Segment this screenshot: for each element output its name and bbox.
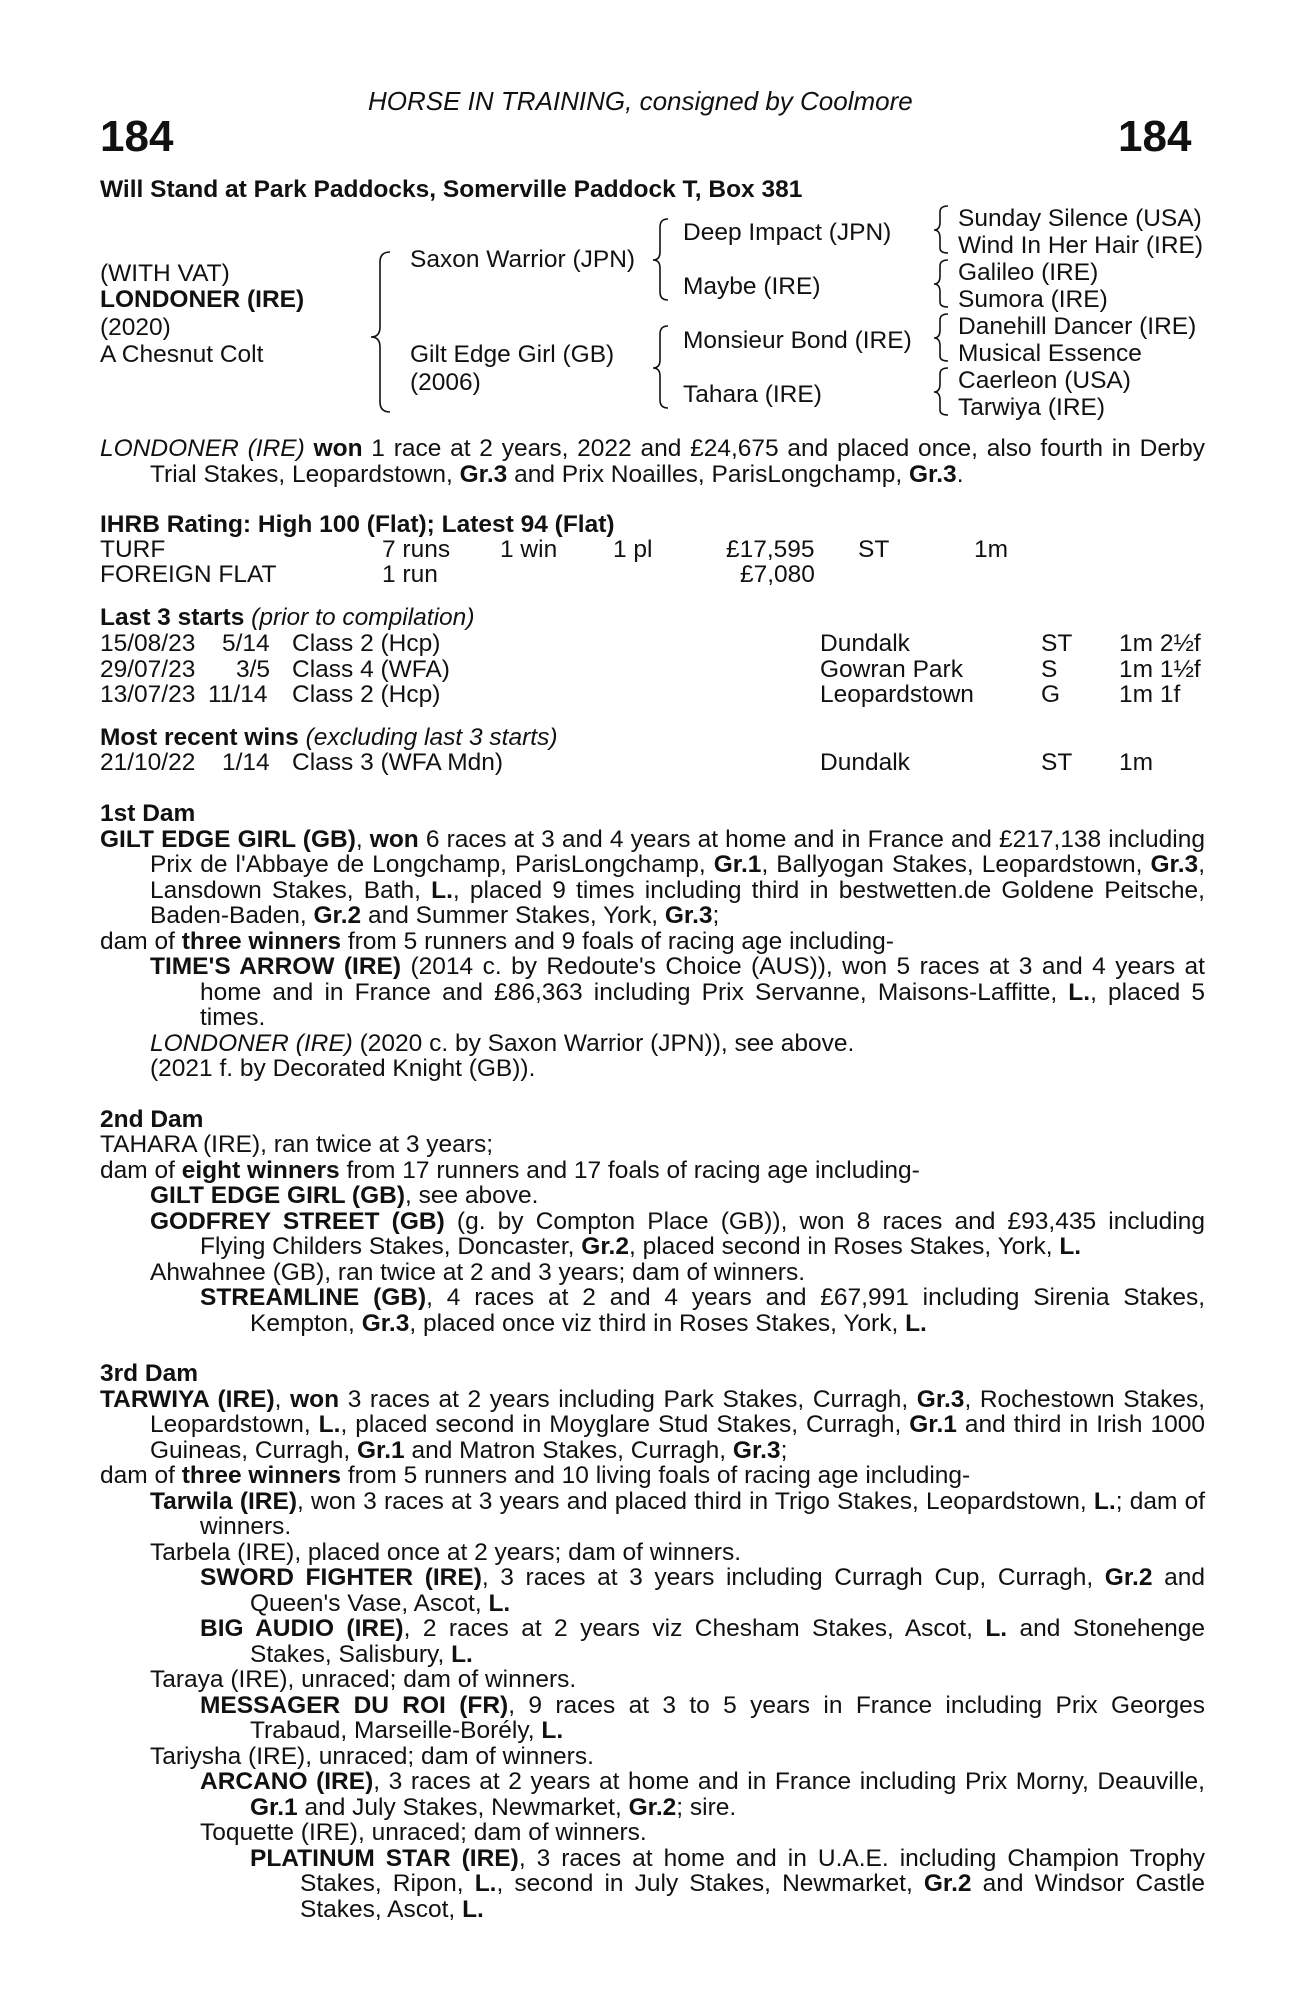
ddd: Tarwiya (IRE) — [958, 394, 1106, 421]
race-summary: LONDONER (IRE) won 1 race at 2 years, 2022 and £24,675 and placed once, also fourth in Derby Trial Stakes, Leopardstown, Gr.3 and Prix Noailles, ParisLongchamp, Gr.3. — [100, 435, 1205, 488]
dam-sire: Monsieur Bond (IRE) — [683, 327, 912, 354]
last-three-title: Last 3 starts (prior to compilation) — [100, 604, 475, 631]
sds: Galileo (IRE) — [958, 259, 1099, 286]
first-dam-heading: 1st Dam — [100, 800, 196, 827]
dam: Gilt Edge Girl (GB) — [410, 341, 615, 368]
sss: Sunday Silence (USA) — [958, 205, 1202, 232]
vat-note: (WITH VAT) — [100, 260, 230, 287]
stabling-location: Will Stand at Park Paddocks, Somerville Paddock T, Box 381 — [100, 176, 803, 203]
horse-year: (2020) — [100, 314, 171, 341]
rating-title: IHRB Rating: High 100 (Flat); Latest 94 (Flat) — [100, 511, 615, 538]
family-notes: 1st Dam GILT EDGE GIRL (GB), won 6 races at 3 and 4 years at home and in France and £217,138 including Prix de l'Abbaye de Longchamp, ParisLongchamp, Gr.1, Ballyogan Stakes, Leopardstown, Gr.3, Lansdown Stakes, Bath, L., placed 9 times including third in bestwetten.de Goldene Peitsche, Baden-Baden, Gr.2 and Summer Stakes, York, Gr.3; dam of three winners from 5 runners and 9 foals of racing age including- TIME'S ARROW (IRE) (2014 c. by Redoute's Choice (AUS)), won 5 races at 3 and 4 years at home and in France and £86,363 including Prix Servanne, Maisons-Laffitte, L., placed 5 times. LONDONER (IRE) (2020 c. by Saxon Warrior (JPN)), see above. (2021 f. by Decorated Knight (GB)). 2nd Dam TAHARA (IRE), ran twice at 3 years; dam of eight winners from 17 runners and 17 foals of racing age including- GILT EDGE GIRL (GB), see above. GODFREY STREET (GB) (g. by Compton Place (GB)), won 8 races and £93,435 including Flying Childers Stakes, Doncaster, Gr.2, placed second in Roses Stakes, York, L. Ahwahnee (GB), ran twice at 2 and 3 years; dam of winners. STREAMLINE (GB), 4 races at 2 and 4 years and £67,991 including Sirenia Stakes, Kempton, Gr.3, placed once viz third in Roses Stakes, York, L. 3rd Dam TARWIYA (IRE), won 3 races at 2 years including Park Stakes, Curragh, Gr.3, Rochestown Stakes, Leopardstown, L., placed second in Moyglare Stud Stakes, Curragh, Gr.1 and third in Irish 1000 Guineas, Curragh, Gr.1 and Matron Stakes, Curragh, Gr.3; dam of three winners from 5 runners and 10 living foals of racing age including- Tarwila (IRE), won 3 races at 3 years and placed third in Trigo Stakes, Leopardstown, L.; dam of winners. Tarbela (IRE), placed once at 2 years; dam of winners. SWORD FIGHTER (IRE), 3 races at 3 years including Curragh Cup, Curragh, Gr.2 and Queen's Vase, Ascot, L. BIG AUDIO (IRE), 2 races at 2 years viz Chesham Stakes, Ascot, L. and Stonehenge Stakes, Salisbury, L. Taraya (IRE), unraced; dam of winners. MESSAGER DU ROI (FR), 9 races at 3 to 5 years in France including Prix Georges Trabaud, Marseille-Borély, L. Tariysha (IRE), unraced; dam of winners. ARCANO (IRE), 3 races at 2 years at home and in France including Prix Morny, Deauville, Gr.1 and July Stakes, Newmarket, Gr.2; sire. Toquette (IRE), unraced; dam of winners. PLATINUM STAR (IRE), 3 races at home and in U.A.E. including Champion Trophy Stakes, Ripon, L., second in July Stakes, Newmarket, Gr.2 and Windsor Castle Stakes, Ascot, L. — [100, 800, 1206, 1923]
sire: Saxon Warrior (JPN) — [410, 246, 636, 273]
dam-year: (2006) — [410, 369, 481, 396]
lot-number-left: 184 — [100, 112, 174, 161]
sdd: Sumora (IRE) — [958, 286, 1108, 313]
dss: Danehill Dancer (IRE) — [958, 313, 1197, 340]
consignor-line: HORSE IN TRAINING, consigned by Coolmore — [368, 86, 913, 116]
dds: Caerleon (USA) — [958, 367, 1131, 394]
recent-wins-title: Most recent wins (excluding last 3 starts) — [100, 724, 558, 751]
horse-description: A Chesnut Colt — [100, 341, 264, 368]
catalogue-page: HORSE IN TRAINING, consigned by Coolmore 184 184 Will Stand at Park Paddocks, Somerville Paddock T, Box 381 (WITH VAT) LONDONER (IRE) (2020) A Chesnut Colt Saxon Warrior (JPN) Gilt Edge Girl (GB) (2006) Deep Impact (JPN) Maybe (IRE) Monsieur Bond (IRE) Tahara (IRE) Sunday Silence (USA) Wind In Her Hair (IRE) Galileo (IRE) Sumora (IRE) Danehill Dancer (IRE) Musical Essence Caerleon (USA) Tarwiya (IRE) LONDONER (IRE) won 1 race at 2 years, 2022 and £24,675 and placed once, also fourth in Derby Trial Stakes, Leopardstown, Gr.3 and Prix Noailles, ParisLongchamp, Gr.3. IHRB Rating: High 100 (Flat); Latest 94 (Flat) TURF 7 runs 1 win 1 pl £17,595 ST 1m FOREIGN FLAT 1 run £7,080 Last 3 starts (prior to compilation) 15/08/23 5/14 Class 2 (Hcp) Dundalk ST 1m 2½f 29/07/23 3/5 Class 4 (WFA) Gowran Park S 1m 1½f 13/07/23 11/14 Class 2 (Hcp) Leopardstown G 1m 1f Most recent wins (excluding last 3 starts) 21/10/22 1/14 Class 3 (WFA Mdn) Dundalk ST 1m 1st Dam GILT EDGE GIRL (GB), won 6 races at 3 and 4 years at home and in France and £217,138 including Prix de l'Abbaye de Longchamp, ParisLongchamp, Gr.1, Ballyogan Stakes, Leopardstown, Gr.3, Lansdown Stakes, Bath, L., placed 9 times including third in bestwetten.de Goldene Peitsche, Baden-Baden, Gr.2 and Summer Stakes, York, Gr.3; dam of three winners from 5 runners and 9 foals of racing age including- TIME'S ARROW (IRE) (2014 c. by Redoute's Choice (AUS)), won 5 races at 3 and 4 years at home and in France and £86,363 including Prix Servanne, Maisons-Laffitte, L., placed 5 times. LONDONER (IRE) (2020 c. by Saxon Warrior (JPN)), see above. (2021 f. by Decorated Knight (GB)). 2nd Dam TAHARA (IRE), ran twice at 3 years; dam of eight winners from 17 runners and 17 foals of racing age including- GILT EDGE GIRL (GB), see above. GODFREY STREET (GB) (g. by Compton Place (GB)), won 8 races and £93,435 including Flying Childers Stakes, Doncaster, Gr.2, placed second in Roses Stakes, York, L. Ahwahnee (GB), ran twice at 2 and 3 years; dam of winners. STREAMLINE (GB), 4 races at 2 and 4 years and £67,991 including Sirenia Stakes, Kempton, Gr.3, placed once viz third in Roses Stakes, York, L. 3rd Dam TARWIYA (IRE), won 3 races at 2 years including Park Stakes, Curragh, Gr.3, Rochestown Stakes, Leopardstown, L., placed second in Moyglare Stud Stakes, Curragh, Gr.1 and third in Irish 1000 Guineas, Curragh, Gr.1 and Matron Stakes, Curragh, Gr.3; dam of three winners from 5 runners and 10 living foals of racing age including- Tarwila (IRE), won 3 races at 3 years and placed third in Trigo Stakes, Leopardstown, L.; dam of winners. Tarbela (IRE), placed once at 2 years; dam of winners. SWORD FIGHTER (IRE), 3 races at 3 years including Curragh Cup, Curragh, Gr.2 and Queen's Vase, Ascot, L. BIG AUDIO (IRE), 2 races at 2 years viz Chesham Stakes, Ascot, L. and Stonehenge Stakes, Salisbury, L. Taraya (IRE), unraced; dam of winners. MESSAGER DU ROI (FR), 9 races at 3 to 5 years in France including Prix Georges Trabaud, Marseille-Borély, L. Tariysha (IRE), unraced; dam of winners. ARCANO (IRE), 3 races at 2 years at home and in France including Prix Morny, Deauville, Gr.1 and July Stakes, Newmarket, Gr.2; sire. Toquette (IRE), unraced; dam of winners. PLATINUM STAR (IRE), 3 races at home and in U.A.E. including Champion Trophy Stakes, Ripon, L., second in July Stakes, Newmarket, Gr.2 and Windsor Castle Stakes, Ascot, L. — [0, 0, 1314, 2000]
dam-dam: Tahara (IRE) — [683, 381, 822, 408]
dsd: Musical Essence — [958, 340, 1142, 367]
horse-name: LONDONER (IRE) — [100, 286, 305, 313]
ssd: Wind In Her Hair (IRE) — [958, 232, 1204, 259]
second-dam-heading: 2nd Dam — [100, 1105, 204, 1133]
third-dam-heading: 3rd Dam — [100, 1360, 199, 1387]
lot-number-right: 184 — [1118, 112, 1192, 161]
sire-dam: Maybe (IRE) — [683, 273, 821, 300]
sire-sire: Deep Impact (JPN) — [683, 219, 892, 246]
